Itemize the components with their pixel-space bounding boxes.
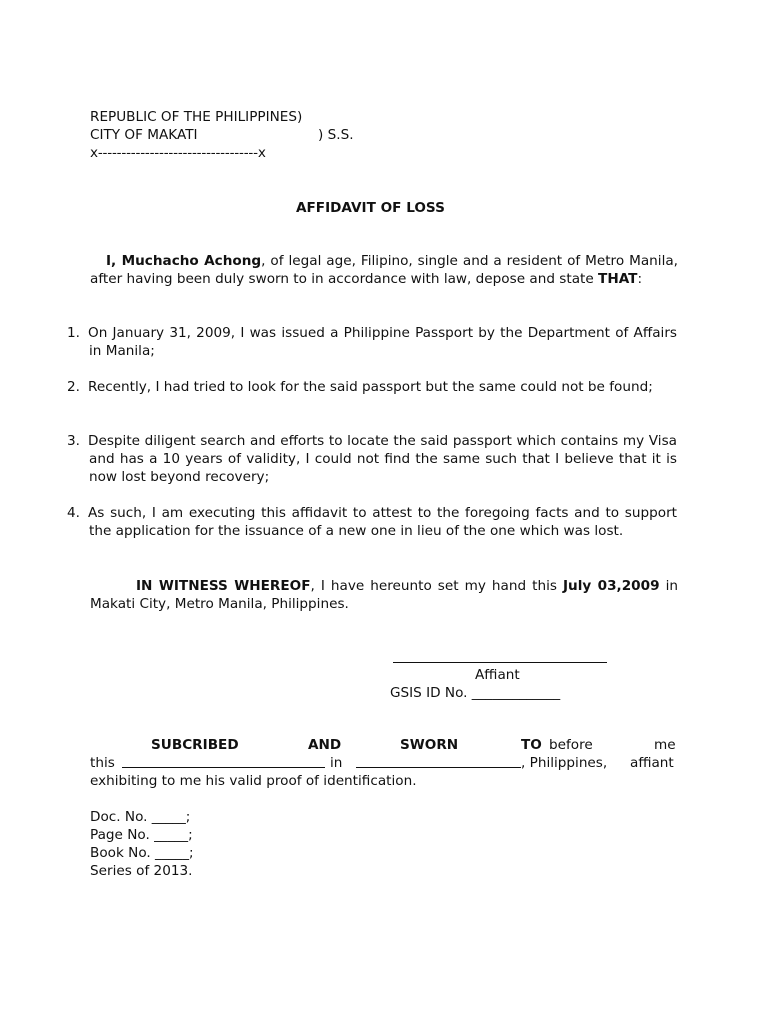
- jurat-word-and: AND: [308, 737, 342, 753]
- venue-line-republic: REPUBLIC OF THE PHILIPPINES): [90, 109, 303, 125]
- jurat-word-before: before: [549, 737, 593, 753]
- jurat-this: this: [90, 755, 115, 771]
- witness-paragraph: [90, 577, 678, 613]
- jurat-word-me: me: [654, 737, 676, 753]
- jurat-philippines: , Philippines,: [521, 755, 608, 771]
- jurat-word-sworn: SWORN: [400, 737, 459, 753]
- list-item: [67, 324, 677, 360]
- jurat-word-to: TO: [521, 737, 542, 753]
- list-item-text: Despite diligent search and efforts to locate the said passport which contains my Visa and has a 10 years of validity, I could not find the same such that I believe that it is now lost beyond recovery;: [88, 433, 677, 485]
- jurat-date-blank: [122, 767, 325, 768]
- doc-number: Doc. No. _____;: [90, 809, 191, 825]
- intro-paragraph: [90, 252, 678, 288]
- list-item-number: 1.: [67, 325, 80, 341]
- document-title: AFFIDAVIT OF LOSS: [296, 200, 445, 216]
- list-item-number: 2.: [67, 379, 80, 395]
- gsis-id-label: GSIS ID No. _____________: [390, 685, 561, 701]
- intro-text: , of legal age, Filipino, single and a resident of Metro Manila, after having been duly sworn to in accordance with law, depose and state: [90, 253, 678, 287]
- jurat-in: in: [330, 755, 343, 771]
- venue-divider: x----------------------------------x: [90, 145, 266, 161]
- affiant-name: I, Muchacho Achong: [106, 253, 262, 269]
- list-item: [67, 378, 677, 396]
- venue-ss: ) S.S.: [318, 127, 354, 143]
- jurat-affiant: affiant: [630, 755, 674, 771]
- witness-place: in Makati City, Metro Manila, Philippines.: [90, 578, 678, 612]
- list-item-text: As such, I am executing this affidavit to attest to the foregoing facts and to support the application for the issuance of a new one in lieu of the one which was lost.: [88, 505, 677, 539]
- list-item-number: 4.: [67, 505, 80, 521]
- venue-line-city: CITY OF MAKATI: [90, 127, 198, 143]
- jurat-word-subcribed: SUBCRIBED: [151, 737, 239, 753]
- page-number: Page No. _____;: [90, 827, 193, 843]
- jurat-place-blank: [356, 767, 521, 768]
- witness-date: July 03,2009: [562, 578, 660, 594]
- series-year: Series of 2013.: [90, 863, 193, 879]
- witness-text: , I have hereunto set my hand this: [310, 578, 563, 594]
- book-number: Book No. _____;: [90, 845, 194, 861]
- list-item-number: 3.: [67, 433, 80, 449]
- affiant-label: Affiant: [475, 667, 520, 683]
- intro-that: THAT: [598, 271, 638, 287]
- jurat-identification: exhibiting to me his valid proof of identification.: [90, 773, 417, 789]
- intro-colon: :: [637, 271, 643, 287]
- list-item-text: Recently, I had tried to look for the said passport but the same could not be found;: [88, 379, 653, 395]
- witness-heading: IN WITNESS WHEREOF: [136, 578, 311, 594]
- signature-line: [393, 662, 607, 663]
- list-item: [67, 504, 677, 540]
- list-item-text: On January 31, 2009, I was issued a Philippine Passport by the Department of Affairs in Manila;: [88, 325, 677, 359]
- list-item: [67, 432, 677, 486]
